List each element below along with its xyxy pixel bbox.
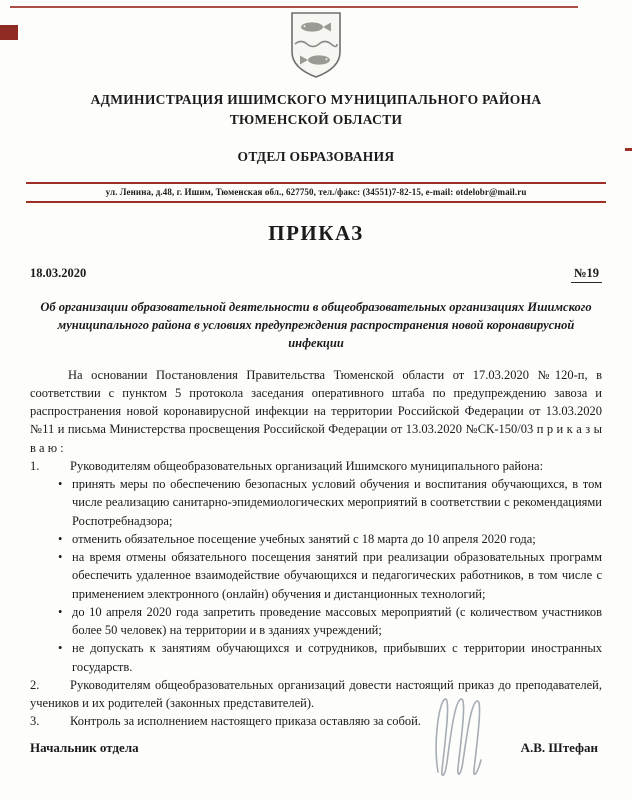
organization-name [0, 90, 632, 129]
bullet-icon: • [58, 531, 63, 546]
order-item-3 [30, 712, 602, 730]
scan-artifact-edge-mark [625, 148, 632, 151]
order-item-1-bullet-list [0, 475, 602, 676]
order-item-2-number: 2. [30, 677, 40, 692]
document-type-title: ПРИКАЗ [268, 221, 364, 246]
document-subject: Об организации образовательной деятельности в общеобразовательных организациях Ишимского муниципального района в условиях предупреждения распространения новой коронавирусной инфекции [40, 300, 592, 351]
contact-info-band [26, 182, 606, 203]
bullet-list-item [58, 603, 602, 640]
order-item-2-text: Руководителям общеобразовательных организаций довести настоящий приказ до преподавателей, учеников и их родителей (законных представителей). [30, 677, 602, 710]
document-date: 18.03.2020 [30, 266, 87, 281]
bullet-text: принять меры по обеспечению безопасных условий обучения и воспитания обучающихся, в том числе реализацию санитарно-эпидемиологических мероприятий в соответствии с рекомендациями Роспотребнадзора; [72, 477, 602, 528]
organization-name-line2: ТЮМЕНСКОЙ ОБЛАСТИ [229, 111, 403, 127]
bullet-text: не допускать к занятиям обучающихся и сотрудников, прибывших с территории иностранных государств. [72, 641, 602, 674]
order-item-1 [30, 457, 602, 475]
bullet-list-item [58, 548, 602, 603]
bullet-text: до 10 апреля 2020 года запретить проведение массовых мероприятий (с количеством участников более 50 человек) на территории и в зданиях учреждений; [72, 604, 602, 637]
order-item-3-number: 3. [30, 714, 40, 729]
signer-position: Начальник отдела [30, 740, 139, 755]
order-item-1-number: 1. [30, 458, 40, 473]
bullet-icon: • [58, 477, 63, 491]
signature-row [30, 740, 598, 756]
order-item-1-text: Руководителям общеобразовательных организаций Ишимского муниципального района: [70, 458, 544, 473]
bullet-icon: • [58, 604, 63, 619]
order-item-3-text: Контроль за исполнением настоящего приказа оставляю за собой. [70, 714, 421, 729]
bullet-icon: • [58, 550, 63, 564]
coat-of-arms-icon [289, 10, 343, 80]
bullet-text: на время отмены обязательного посещения занятий при реализации образовательных программ обеспечить удаленное взаимодействие обучающихся и педагогических работников, в том числе с применением электронного (онлайн) обучения и дистанционных технологий; [72, 550, 602, 601]
scan-artifact-corner-mark [0, 25, 18, 40]
bullet-text: отменить обязательное посещение учебных занятий с 18 марта до 10 апреля 2020 года; [72, 531, 536, 546]
order-item-2 [30, 676, 602, 713]
scan-artifact-top-line [10, 6, 578, 8]
bullet-icon: • [58, 641, 63, 656]
document-preamble: На основании Постановления Правительства Тюменской области от 17.03.2020 №120-п, в соответствии с пунктом 5 протокола заседания оперативного штаба по предупреждению завоза и распространения новой коронавирусной инфекции на территории Российской Федерации от 13.03.2020 №11 и письма Министерства просвещения Российской Федерации от 13.03.2020 №СК-150/03 п р и к а з ы в а ю : [30, 367, 602, 455]
contact-info-text: ул. Ленина, д.48, г. Ишим, Тюменская обл., 627750, тел./факс: (34551)7-82-15, e-mail: otdelobr@mail.ru [105, 187, 527, 198]
handwritten-signature [428, 688, 490, 784]
organization-name-line1: АДМИНИСТРАЦИЯ ИШИМСКОГО МУНИЦИПАЛЬНОГО РАЙОНА [90, 92, 542, 107]
document-number: №19 [571, 266, 602, 283]
signer-name: А.В. Штефан [520, 740, 598, 755]
bullet-list-item [58, 475, 602, 530]
bullet-list-item [58, 530, 602, 548]
bullet-list-item [58, 639, 602, 676]
date-and-number-row [30, 266, 602, 283]
department-name: ОТДЕЛ ОБРАЗОВАНИЯ [237, 149, 395, 165]
